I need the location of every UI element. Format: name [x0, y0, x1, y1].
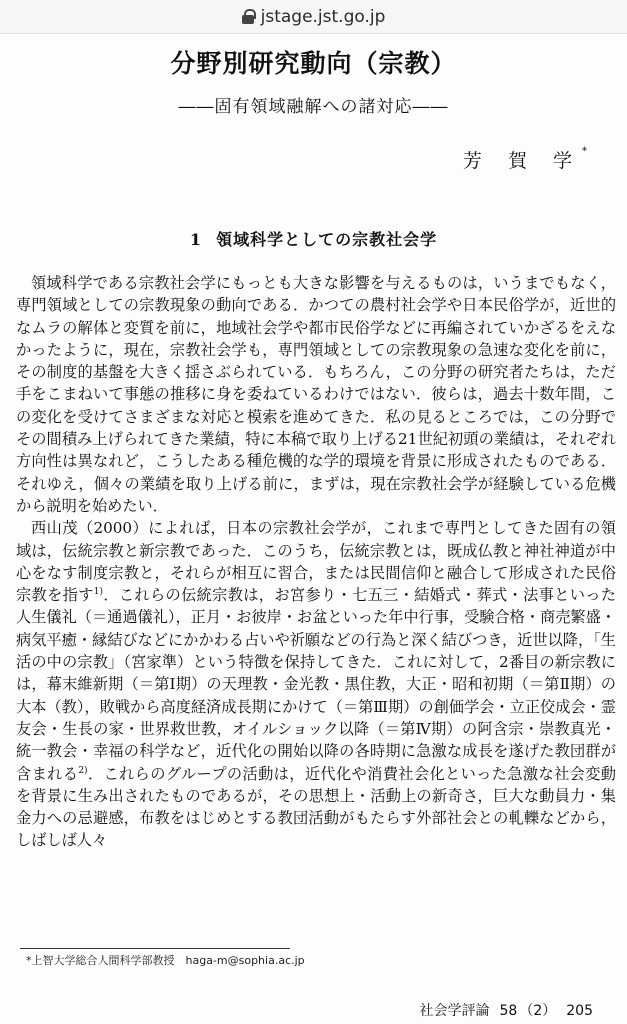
author-footnote-mark: * — [582, 146, 587, 157]
browser-address-bar[interactable] — [0, 0, 627, 34]
paragraph-text: ．これらの伝統宗教は，お宮参り・七五三・結婚式・葬式・法事といった人生儀礼（＝通過儀礼），正月・お彼岸・お盆といった年中行事，受験合格・商売繁盛・病気平癒・縁結びなどにかかわる占いや祈願などの行為と深く結びつき，近世以降，「生活の中の宗教」（宮家準）という特徴を保持してきた．これに対して，2番目の新宗教には，幕末維新期（＝第Ⅰ期）の天理教・金光教・黒住教，大正・昭和初期（＝第Ⅱ期）の大本（教），敗戦から高度経済成長期にかけて（＝第Ⅲ期）の創価学会・立正佼成会・霊友会・生長の家・世界救世教，オイルショック以降（＝第Ⅳ期）の阿含宗・崇教真光・統一教会・幸福の科学など，近代化の開始以降の各時期に急激な成長を遂げた教団群が含まれる — [16, 586, 617, 783]
footnote-reference[interactable]: 2) — [78, 765, 88, 776]
journal-volume: 58 — [499, 1003, 518, 1019]
author-name — [463, 146, 587, 173]
author-footnote: *上智大学総合人間科学部教授 haga-m@sophia.ac.jp — [26, 954, 305, 967]
section-heading — [0, 227, 627, 250]
article-title: 分野別研究動向（宗教） — [170, 49, 457, 78]
journal-name: 社会学評論 — [419, 1003, 490, 1019]
lock-icon — [242, 9, 254, 24]
article-page — [0, 34, 627, 1024]
paragraph-text: 領域科学である宗教社会学にもっとも大きな影響を与えるものは，いうまでもなく，専門領域としての宗教現象の動向である．かつての農村社会学や日本民俗学が，近世的なムラの解体と変質を前に，地域社会学や都市民俗学などに再編されていかざるをえなかったように，現在，宗教社会学も，専門領域としての宗教現象の急速な変化を前に，その制度的基盤を大きく揺さぶられている．もちろん，この分野の研究者たちは，ただ手をこまねいて事態の推移に身を委ねているわけではない．彼らは，過去十数年間，この変化を受けてさまざまな対応と模索を進めてきた．私の見るところでは，この分野でその間積み上げられてきた業績，特に本稿で取り上げる21世紀初頭の業績は，それぞれ方向性は異なれど，こうしたある種危機的な学的環境を背景に形成されたものである．それゆえ，個々の業績を取り上げる前に，まずは，現在宗教社会学が経験している危機から説明を始めたい． — [16, 274, 616, 515]
url-text[interactable]: jstage.jst.go.jp — [260, 6, 386, 27]
footnote-divider — [20, 948, 290, 949]
page-number: 205 — [566, 1003, 593, 1019]
author-name-text: 芳 賀 学 — [462, 150, 582, 172]
paragraph — [16, 517, 616, 851]
footnote-reference[interactable]: 1) — [93, 587, 103, 598]
journal-issue: （2） — [519, 1003, 557, 1019]
section-title: 領域科学としての宗教社会学 — [216, 230, 438, 249]
paragraph-text: 西山茂（2000）によれば，日本の宗教社会学が，これまで専門としてきた固有の領域は，伝統宗教と新宗教であった．このうち，伝統宗教とは，既成仏教と神社神道が中心をなす制度宗教と，それらが相互に習合，または民間信仰と融合して形成された民俗宗教を指す — [16, 519, 616, 605]
paragraph-text: ．これらのグループの活動は，近代化や消費社会化といった急激な社会変動を背景に生み出されたものであるが，その思想上・活動上の新奇さ，巨大な動員力・集金力への忌避感，布教をはじめとする教団活動がもたらす外部社会との軋轢などから，しばしば人々 — [16, 764, 616, 850]
section-number: 1 — [189, 230, 203, 249]
article-subtitle: ――固有領域融解への諸対応―― — [178, 97, 449, 117]
article-body — [16, 272, 616, 852]
paragraph — [16, 272, 616, 517]
page-footer — [420, 1000, 593, 1020]
